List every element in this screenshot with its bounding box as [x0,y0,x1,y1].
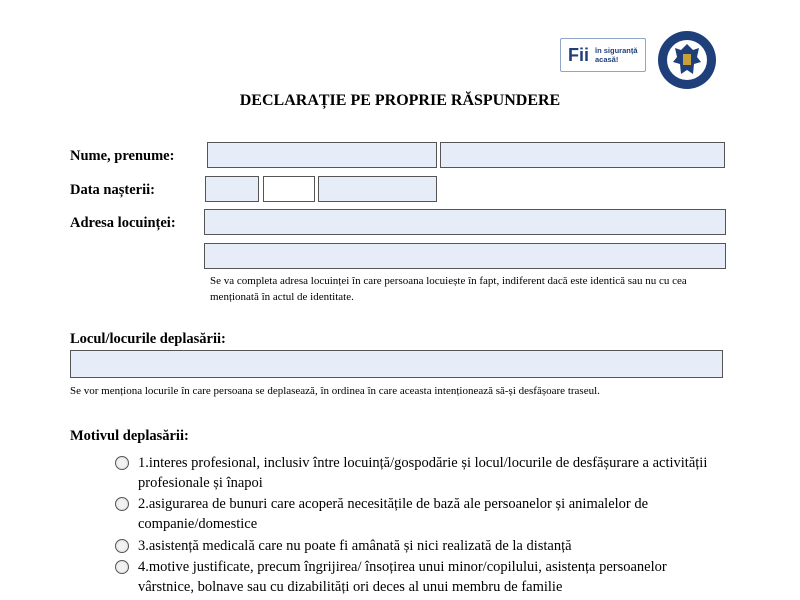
reason-option-2-radio[interactable] [115,497,129,511]
page-title: DECLARAȚIE PE PROPRIE RĂSPUNDERE [239,92,561,109]
reason-option-3-label: 3.asistență medicală care nu poate fi amânată și nici realizată de la distanță [138,538,572,554]
reason-label: Motivul deplasării: [70,428,189,444]
campaign-logo [560,38,646,72]
birth-year-field[interactable] [318,176,437,202]
reason-option-3-radio[interactable] [115,539,129,553]
address-note: Se va completa adresa locuinței în care persoana locuiește în fapt, indiferent dacă este identică sau nu cu cea menționată în actul de identitate. [210,275,687,303]
campaign-logo-word: Fii [568,45,589,65]
birth-day-field[interactable] [205,176,259,202]
reason-option-2-label: 2.asigurarea de bunuri care acoperă necesitățile de bază ale persoanelor și animalelor de companie/domestice [138,496,649,532]
birthdate-label: Data nașterii: [70,182,155,198]
birth-month-field[interactable] [263,176,315,202]
address-field-line1[interactable] [204,209,726,235]
reason-option-1-label: 1.interes profesional, inclusiv între locuință/gospodărie și locul/locurile de desfășurare a activității profesionale și înapoi [138,455,708,491]
government-seal-icon [657,30,717,90]
reason-option-1-radio[interactable] [115,456,129,470]
destinations-field[interactable] [70,350,723,378]
destinations-note: Se vor menționa locurile în care persoana se deplasează, în ordinea în care aceasta intenționează să-și desfășoare traseul. [70,385,600,397]
campaign-logo-tagline: în siguranță acasă! [595,46,638,64]
name-label: Nume, prenume: [70,148,175,164]
reason-option-4-label: 4.motive justificate, precum îngrijirea/ însoțirea unui minor/copilului, asistența persoanelor vârstnice, bolnave sau cu dizabilități ori deces al unui membru de familie [138,559,667,595]
destinations-label: Locul/locurile deplasării: [70,331,226,347]
first-name-field[interactable] [440,142,725,168]
address-field-line2[interactable] [204,243,726,269]
last-name-field[interactable] [207,142,437,168]
address-label: Adresa locuinței: [70,215,176,231]
reason-option-4-radio[interactable] [115,560,129,574]
